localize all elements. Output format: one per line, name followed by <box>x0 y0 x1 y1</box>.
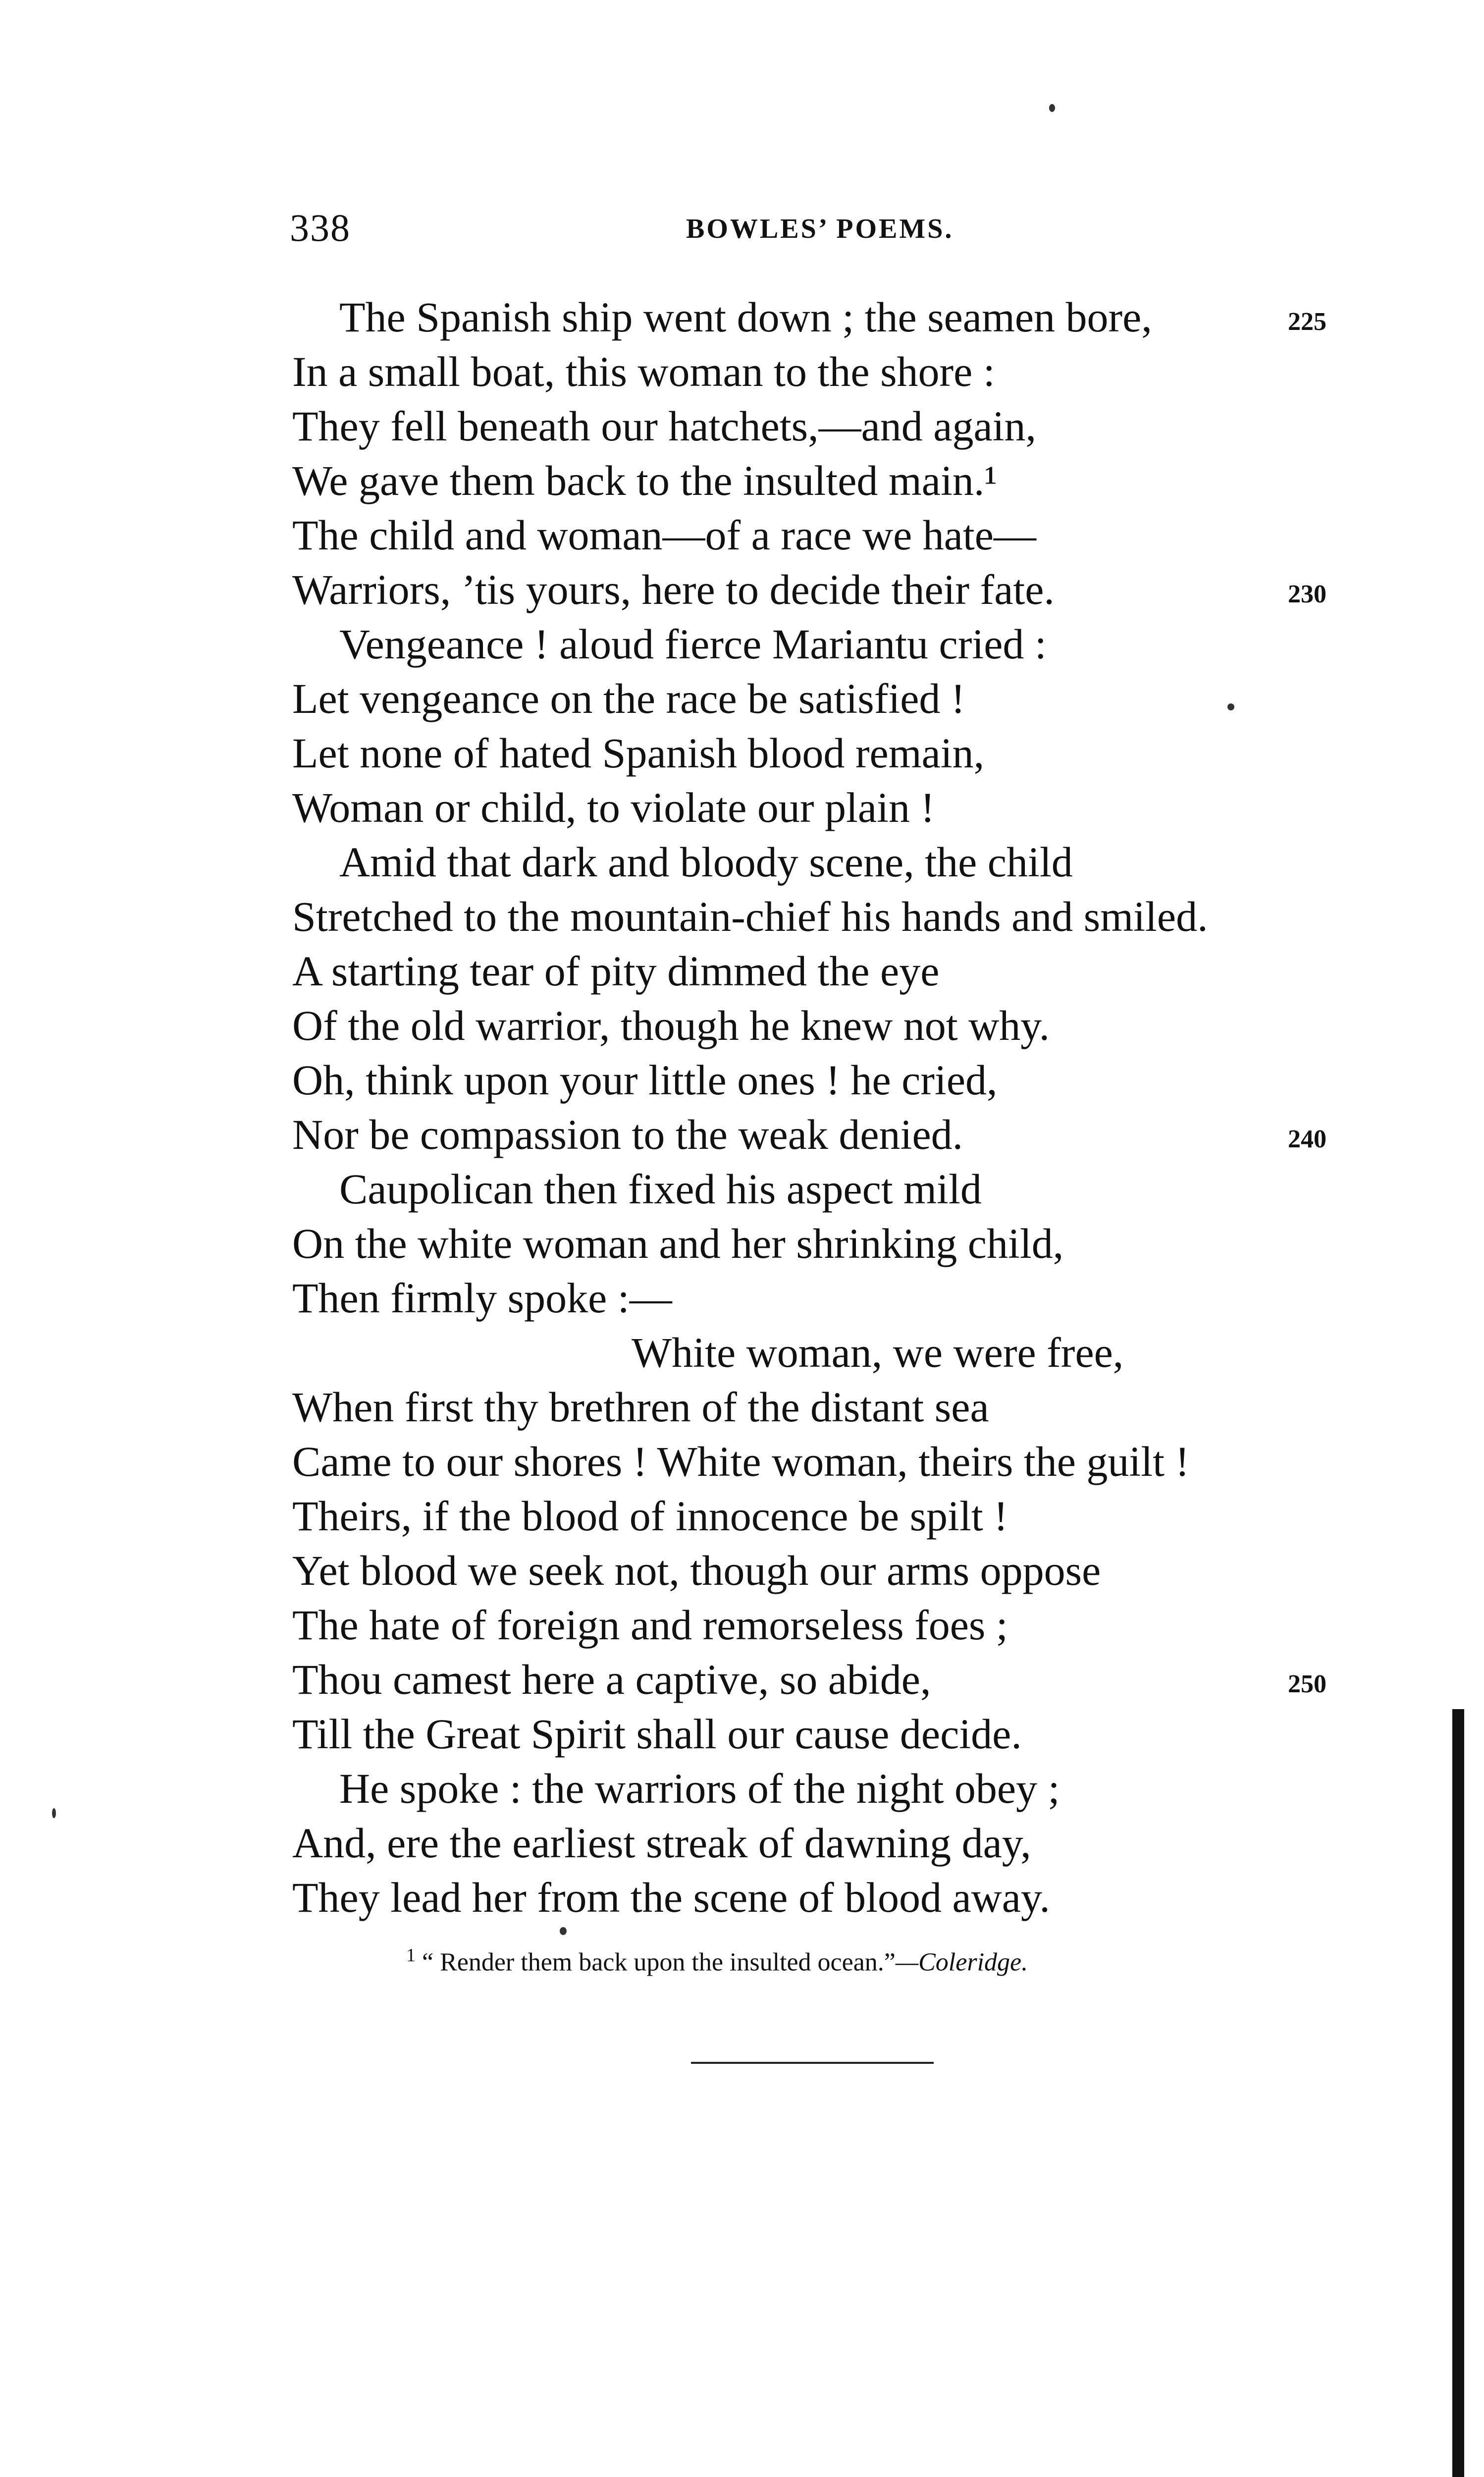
poem-line: And, ere the earliest streak of dawning day, <box>292 1819 1031 1867</box>
poem-line: Woman or child, to violate our plain ! <box>292 784 935 831</box>
line-number: 240 <box>1288 1125 1326 1153</box>
poem-line: Oh, think upon your little ones ! he cried, <box>292 1056 998 1104</box>
line-number: 230 <box>1288 580 1326 608</box>
poem-line: Let vengeance on the race be satisfied ! <box>292 675 965 722</box>
poem-line: Caupolican then fixed his aspect mild <box>339 1165 982 1213</box>
poem-line: Warriors, ’tis yours, here to decide their fate. <box>292 566 1055 613</box>
poem-line: On the white woman and her shrinking child, <box>292 1220 1064 1267</box>
poem-line: White woman, we were free, <box>632 1329 1124 1376</box>
poem-line: The Spanish ship went down ; the seamen bore, <box>339 293 1152 341</box>
poem-line: He spoke : the warriors of the night obey ; <box>339 1765 1060 1812</box>
poem-line: The hate of foreign and remorseless foes ; <box>292 1601 1008 1649</box>
footnote-attribution: —Coleridge. <box>895 1948 1028 1977</box>
poem-line: Stretched to the mountain-chief his hands and smiled. <box>292 893 1208 940</box>
poem-line: Nor be compassion to the weak denied. <box>292 1111 963 1158</box>
running-title: BOWLES’ POEMS. <box>686 214 954 244</box>
poem-line: Of the old warrior, though he knew not why. <box>292 1002 1050 1049</box>
scan-speck <box>560 1927 567 1935</box>
poem-line: When first thy brethren of the distant sea <box>292 1383 989 1431</box>
scan-edge-bar <box>1452 1709 1464 2477</box>
poem-line: They lead her from the scene of blood away. <box>292 1874 1050 1921</box>
poem-line: We gave them back to the insulted main.¹ <box>292 457 998 504</box>
poem-line: Came to our shores ! White woman, theirs the guilt ! <box>292 1438 1190 1485</box>
scan-speck <box>1227 703 1234 710</box>
poem-line: A starting tear of pity dimmed the eye <box>292 947 940 995</box>
footnote <box>406 1944 1028 1977</box>
poem-line: Then firmly spoke :— <box>292 1274 672 1322</box>
scan-speck <box>1049 104 1055 112</box>
scan-speck <box>52 1808 56 1818</box>
poem-line: Theirs, if the blood of innocence be spilt ! <box>292 1492 1008 1540</box>
poem-line: Till the Great Spirit shall our cause decide. <box>292 1710 1022 1758</box>
page-number: 338 <box>290 206 351 249</box>
poem-line: Yet blood we seek not, though our arms oppose <box>292 1547 1101 1594</box>
line-number: 250 <box>1288 1670 1326 1698</box>
section-rule <box>691 2062 934 2064</box>
poem-line: Let none of hated Spanish blood remain, <box>292 729 985 777</box>
poem-line: Amid that dark and bloody scene, the child <box>339 838 1073 886</box>
poem-line: In a small boat, this woman to the shore : <box>292 348 995 395</box>
footnote-marker: 1 <box>406 1945 416 1966</box>
poem-line: They fell beneath our hatchets,—and again, <box>292 402 1037 450</box>
poem-line: Thou camest here a captive, so abide, <box>292 1656 931 1703</box>
footnote-quote: “ Render them back upon the insulted ocean.” <box>422 1948 896 1977</box>
poem-line: Vengeance ! aloud fierce Mariantu cried : <box>339 620 1047 668</box>
poem-line: The child and woman—of a race we hate— <box>292 511 1036 559</box>
line-number: 225 <box>1288 308 1326 336</box>
